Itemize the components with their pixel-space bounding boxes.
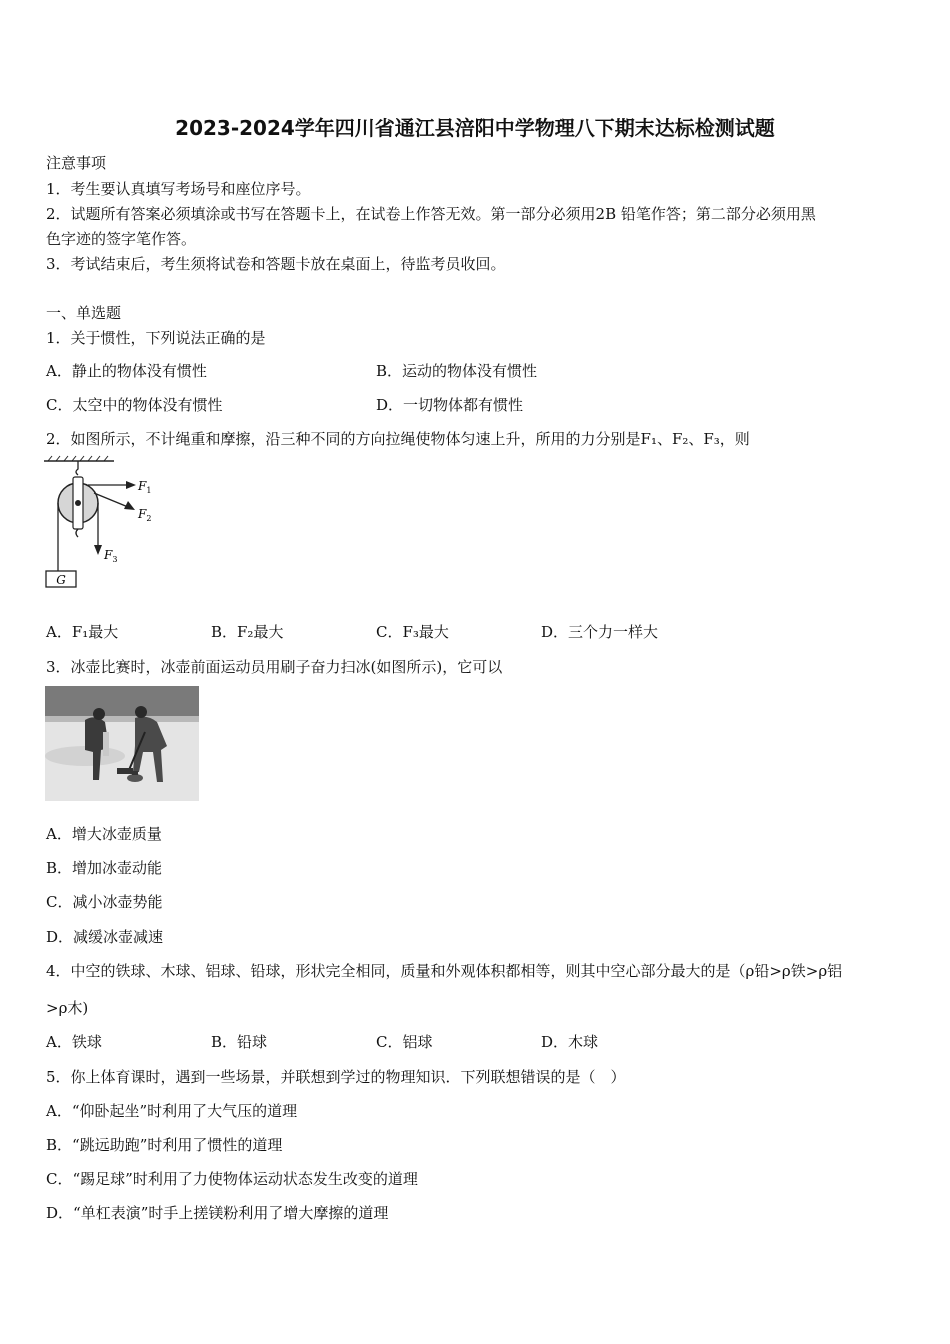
curling-stone	[127, 774, 143, 782]
section-heading: 一、单选题	[46, 304, 122, 322]
hook-top	[76, 461, 78, 475]
pulley-axle	[75, 500, 81, 506]
note-item: 1．考生要认真填写考场号和座位序号。	[46, 180, 311, 198]
q2-option-d: D．三个力一样大	[541, 623, 659, 641]
q2-option-b: B．F₂最大	[211, 623, 284, 641]
q5-option-a: A．“仰卧起坐”时利用了大气压的道理	[46, 1102, 298, 1120]
force-f2-line	[94, 493, 128, 507]
weight-label: G	[56, 573, 66, 587]
q3-option-a: A．增大冰壶质量	[46, 825, 162, 843]
question-3-stem: 3．冰壶比赛时，冰壶前面运动员用刷子奋力扫冰(如图所示)，它可以	[46, 658, 503, 676]
q4-option-d: D．木球	[541, 1033, 599, 1051]
q1-option-c: C．太空中的物体没有惯性	[46, 396, 223, 414]
q3-option-b: B．增加冰壶动能	[46, 859, 163, 877]
q1-option-a: A．静止的物体没有惯性	[46, 362, 207, 380]
note-item: 2．试题所有答案必须填涂或书写在答题卡上，在试卷上作答无效。第一部分必须用2B 铅笔作答；第二部分必须用黑	[46, 205, 816, 223]
force-f1-label: $F_1$	[138, 479, 152, 495]
q2-option-a: A．F₁最大	[46, 623, 119, 641]
q3-option-d: D．减缓冰壶减速	[46, 928, 164, 946]
q5-option-d: D．“单杠表演”时手上搓镁粉利用了增大摩擦的道理	[46, 1204, 389, 1222]
page-title: 2023-2024学年四川省通江县涪阳中学物理八下期末达标检测试题	[175, 116, 775, 140]
note-item: 色字迹的签字笔作答。	[46, 230, 197, 248]
question-1-stem: 1．关于惯性，下列说法正确的是	[46, 329, 266, 347]
q4-option-a: A．铁球	[46, 1033, 102, 1051]
arena-wall	[45, 686, 199, 716]
q3-option-c: C．减小冰壶势能	[46, 893, 163, 911]
q1-option-d: D．一切物体都有惯性	[376, 396, 524, 414]
question-5-stem: 5．你上体育课时，遇到一些场景，并联想到学过的物理知识．下列联想错误的是（ ）	[46, 1068, 626, 1086]
q4-option-b: B．铅球	[211, 1033, 268, 1051]
force-f1-arrow	[126, 481, 136, 489]
q5-option-b: B．“跳远助跑”时利用了惯性的道理	[46, 1136, 283, 1154]
q2-option-c: C．F₃最大	[376, 623, 449, 641]
notes-heading: 注意事项	[46, 154, 107, 172]
question-2-stem: 2．如图所示，不计绳重和摩擦，沿三种不同的方向拉绳使物体匀速上升，所用的力分别是F₁、F₂、F₃，则	[46, 430, 750, 448]
q1-option-b: B．运动的物体没有惯性	[376, 362, 538, 380]
hook-bottom	[76, 529, 78, 537]
note-item: 3．考试结束后，考生须将试卷和答题卡放在桌面上，待监考员收回。	[46, 255, 506, 273]
question-4-stem-line1: 4．中空的铁球、木球、铝球、铅球，形状完全相同，质量和外观体积都相等，则其中空心部分最大的是（ρ铅>ρ铁>ρ铝	[46, 962, 843, 980]
force-f3-label: $F_3$	[104, 548, 118, 564]
q5-option-c: C．“踢足球”时利用了力使物体运动状态发生改变的道理	[46, 1170, 418, 1188]
pulley-diagram	[40, 455, 170, 595]
force-f2-label: $F_2$	[138, 507, 152, 523]
force-f3-arrow	[94, 545, 102, 555]
curling-photo	[45, 686, 199, 801]
question-4-stem-line2: >ρ木)	[46, 999, 89, 1017]
q4-option-c: C．铝球	[376, 1033, 433, 1051]
